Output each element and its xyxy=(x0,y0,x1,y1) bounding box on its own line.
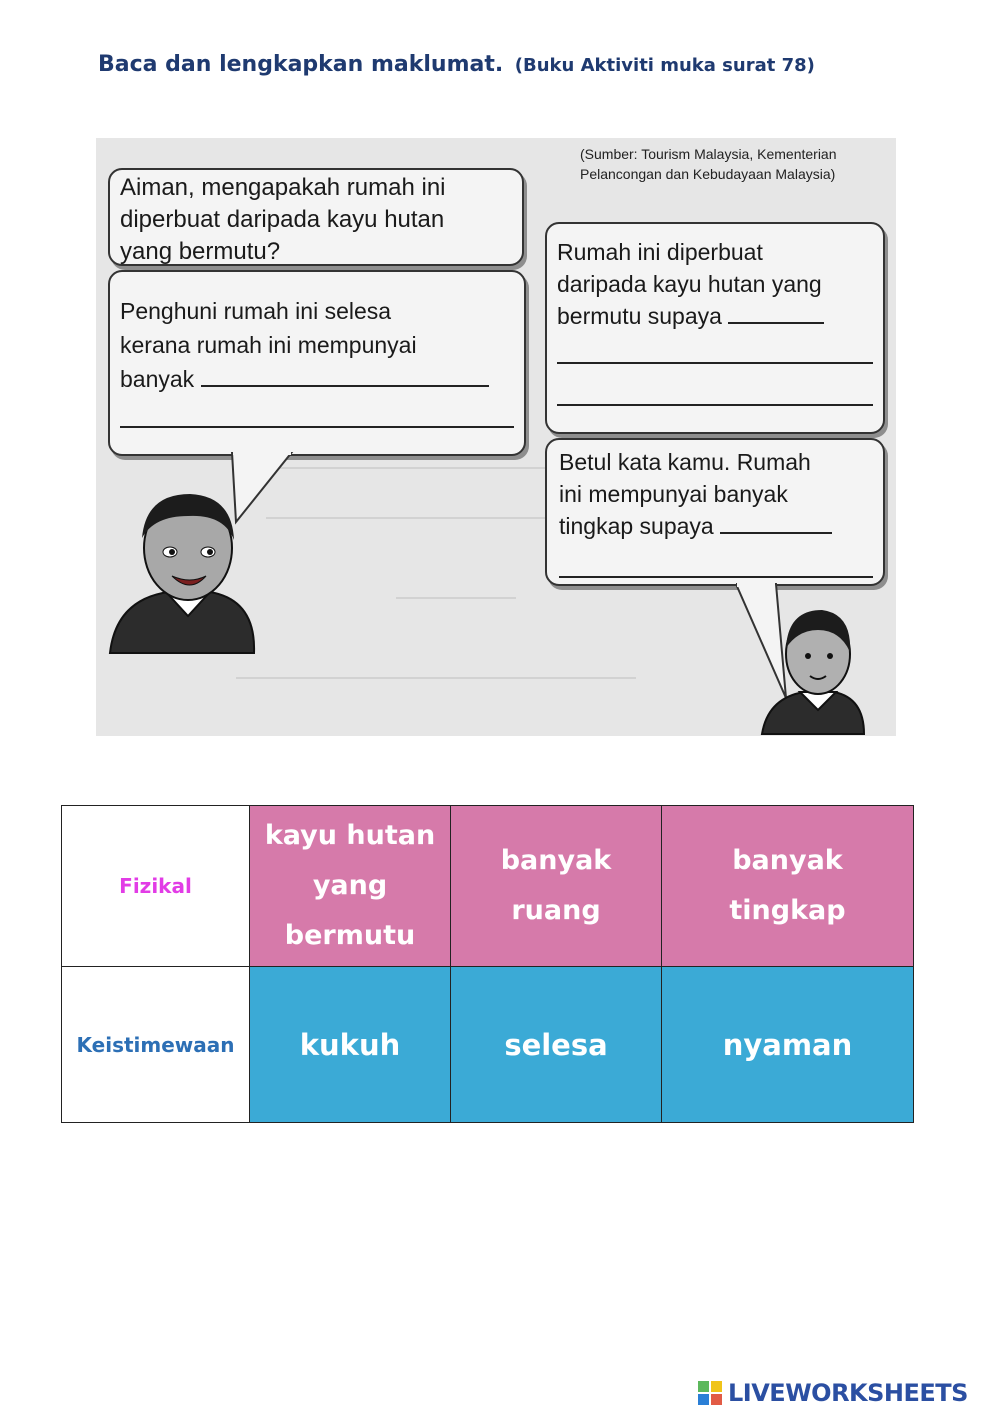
answer-cell[interactable] xyxy=(250,806,451,967)
cell-line: banyak xyxy=(500,845,612,876)
brand-name: LIVEWORKSHEETS xyxy=(728,1379,968,1407)
bubble1-line1: Aiman, mengapakah rumah ini xyxy=(120,174,446,201)
cell-line: kayu hutan xyxy=(264,820,436,851)
answer-cell[interactable] xyxy=(451,806,662,967)
answer-line xyxy=(557,332,873,364)
liveworksheets-logo-icon xyxy=(698,1381,722,1405)
answer-cell[interactable] xyxy=(662,806,914,967)
cell-line: ruang xyxy=(511,895,601,926)
answer-cell[interactable]: selesa xyxy=(451,967,662,1123)
bubble2-line1: Penghuni rumah ini selesa xyxy=(120,298,392,324)
liveworksheets-logo xyxy=(698,1378,968,1408)
speech-bubble-question xyxy=(108,168,524,266)
bubble1-line2: diperbuat daripada kayu hutan xyxy=(120,206,445,233)
table-row-keistimewaan xyxy=(62,967,914,1123)
answer-line xyxy=(120,396,514,428)
bubble1-line3: yang bermutu? xyxy=(120,238,281,265)
speech-bubble-right-answer xyxy=(545,222,885,434)
answer-blank xyxy=(720,510,832,534)
answer-cell[interactable]: nyaman xyxy=(662,967,914,1123)
answer-blank xyxy=(728,300,824,324)
answer-cell[interactable]: kukuh xyxy=(250,967,451,1123)
cell-line: bermutu xyxy=(284,920,416,951)
answer-line xyxy=(559,542,873,578)
source-line-2: Pelancongan dan Kebudayaan Malaysia) xyxy=(580,166,836,182)
boy-left-illustration xyxy=(106,488,256,658)
bubble4-line3: tingkap supaya xyxy=(559,513,714,539)
table-row-fizikal xyxy=(62,806,914,967)
bubble4-line2: ini mempunyai banyak xyxy=(559,481,788,507)
speech-bubble-reply xyxy=(545,438,885,586)
image-source-note xyxy=(580,144,890,184)
bubble2-line3: banyak xyxy=(120,366,195,392)
cell-line: banyak xyxy=(732,845,843,876)
answer-line xyxy=(557,364,873,406)
answer-blank xyxy=(201,363,489,387)
page-reference: (Buku Aktiviti muka surat 78) xyxy=(514,55,815,76)
row-label-fizikal: Fizikal xyxy=(62,806,250,967)
bubble4-line1: Betul kata kamu. Rumah xyxy=(559,449,811,475)
information-table xyxy=(61,805,914,1123)
bubble2-line2: kerana rumah ini mempunyai xyxy=(120,332,417,358)
speech-bubble-left-answer xyxy=(108,270,526,456)
bubble3-line1: Rumah ini diperbuat xyxy=(557,239,763,265)
cell-line: yang xyxy=(312,870,388,901)
instruction-text: Baca dan lengkapkan maklumat. xyxy=(98,52,504,77)
cell-line: tingkap xyxy=(729,895,846,926)
bubble3-line3: bermutu supaya xyxy=(557,303,722,329)
bubble3-line2: daripada kayu hutan yang xyxy=(557,271,822,297)
worksheet-illustration xyxy=(96,138,896,736)
source-line-1: (Sumber: Tourism Malaysia, Kementerian xyxy=(580,146,837,162)
row-label-keistimewaan: Keistimewaan xyxy=(62,967,250,1123)
instruction-heading xyxy=(98,52,815,77)
boy-right-illustration xyxy=(760,596,870,736)
